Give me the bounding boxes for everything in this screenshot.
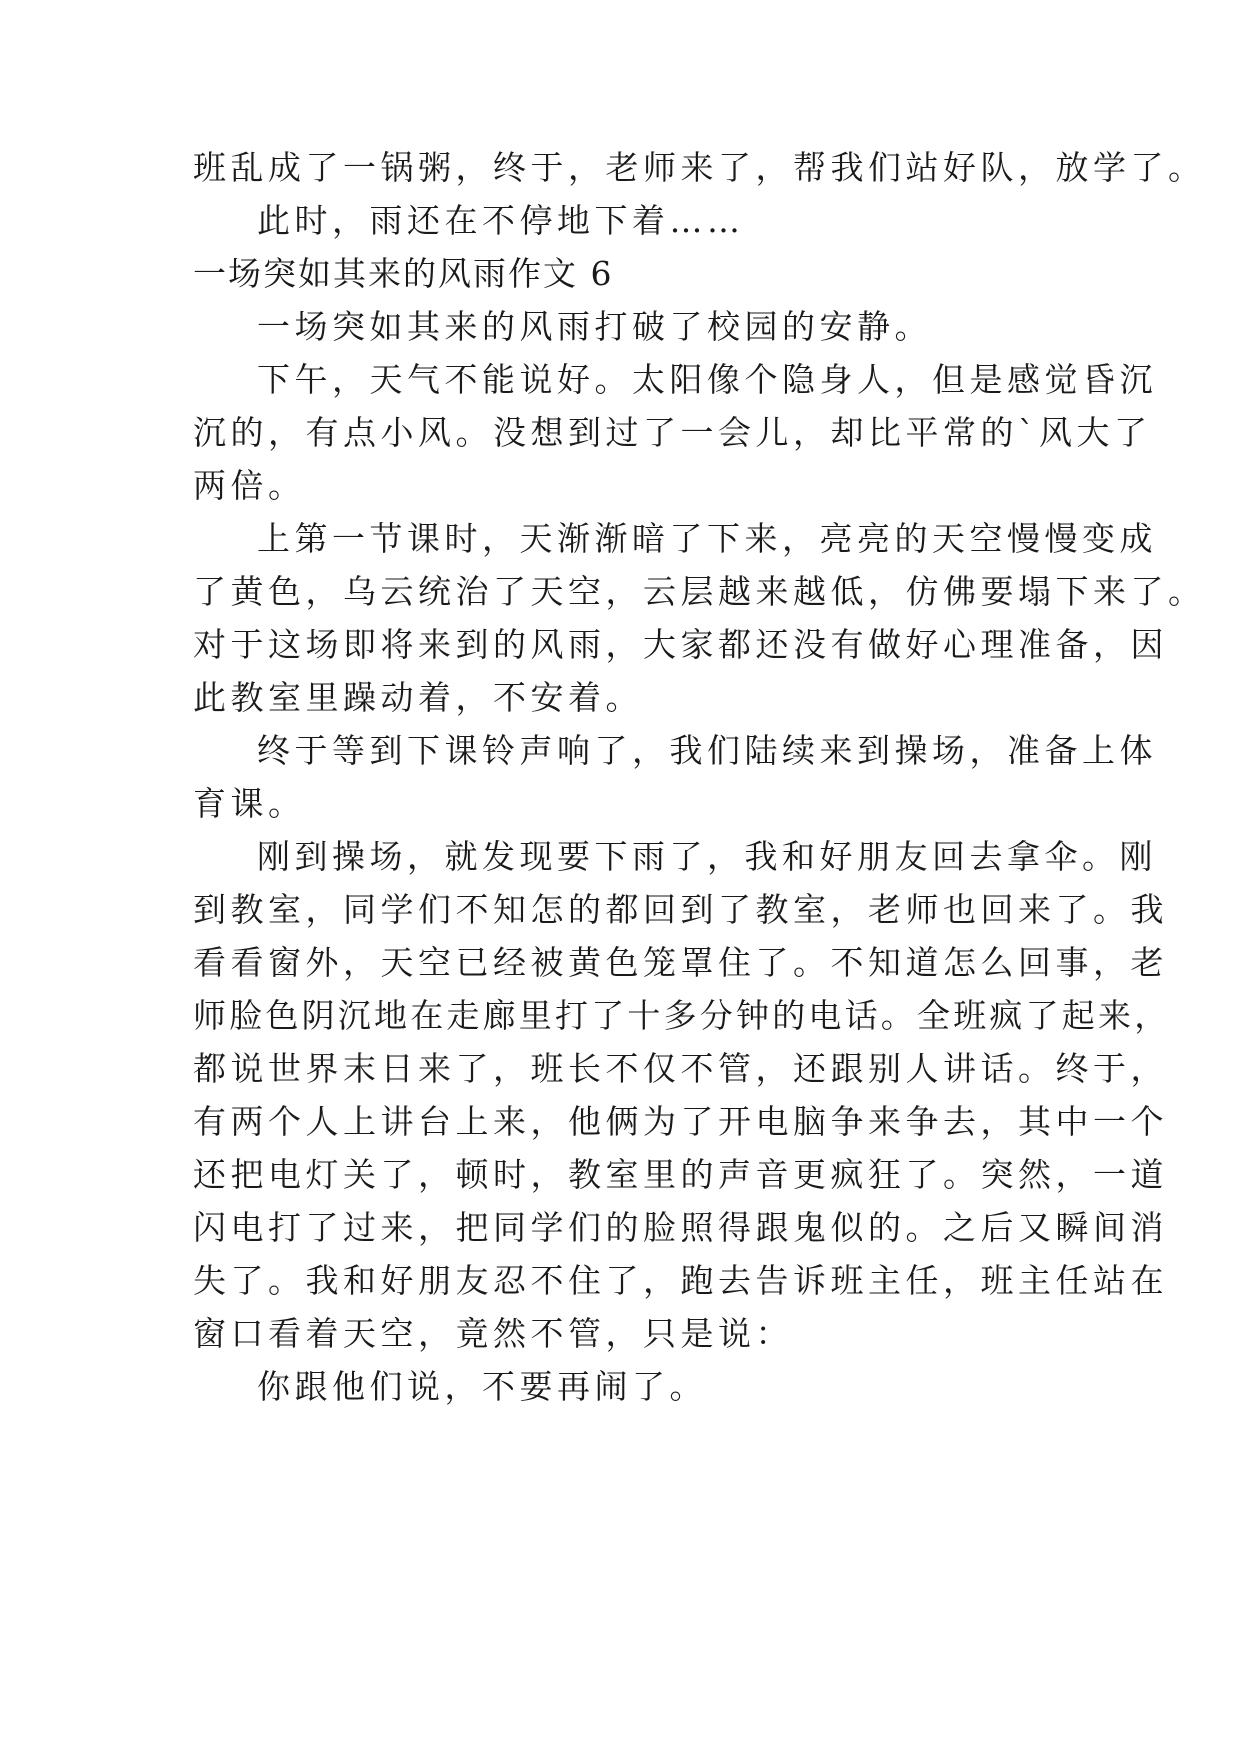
paragraph-line: 两倍。 bbox=[193, 466, 306, 505]
paragraph-line: 班乱成了一锅粥，终于，老师来了，帮我们站好队，放学了。 bbox=[193, 148, 1206, 187]
paragraph-line: 一场突如其来的风雨打破了校园的安静。 bbox=[257, 307, 932, 346]
paragraph-line: 到教室，同学们不知怎的都回到了教室，老师也回来了。我 bbox=[193, 890, 1168, 929]
paragraph-line: 闪电打了过来，把同学们的脸照得跟鬼似的。之后又瞬间消 bbox=[193, 1208, 1168, 1247]
paragraph-line: 终于等到下课铃声响了，我们陆续来到操场，准备上体 bbox=[257, 731, 1157, 770]
paragraph-line: 下午，天气不能说好。太阳像个隐身人，但是感觉昏沉 bbox=[257, 360, 1157, 399]
paragraph-line: 了黄色，乌云统治了天空，云层越来越低，仿佛要塌下来了。 bbox=[193, 572, 1206, 611]
paragraph-line: 有两个人上讲台上来，他俩为了开电脑争来争去，其中一个 bbox=[193, 1102, 1168, 1141]
paragraph-line: 刚到操场，就发现要下雨了，我和好朋友回去拿伞。刚 bbox=[257, 837, 1157, 876]
paragraph-line: 育课。 bbox=[193, 784, 306, 823]
paragraph-line: 你跟他们说，不要再闹了。 bbox=[257, 1367, 707, 1406]
paragraph-line: 此时，雨还在不停地下着…… bbox=[257, 201, 745, 240]
paragraph-line: 对于这场即将来到的风雨，大家都还没有做好心理准备，因 bbox=[193, 625, 1168, 664]
section-heading: 一场突如其来的风雨作文 6 bbox=[193, 254, 614, 293]
paragraph-line: 失了。我和好朋友忍不住了，跑去告诉班主任，班主任站在 bbox=[193, 1261, 1168, 1300]
paragraph-line: 此教室里躁动着，不安着。 bbox=[193, 678, 643, 717]
paragraph-line: 沉的，有点小风。没想到过了一会儿，却比平常的`风大了 bbox=[193, 413, 1152, 452]
paragraph-line: 师脸色阴沉地在走廊里打了十多分钟的电话。全班疯了起来， bbox=[193, 996, 1171, 1035]
paragraph-line: 窗口看着天空，竟然不管，只是说： bbox=[193, 1314, 793, 1353]
paragraph-line: 都说世界末日来了，班长不仅不管，还跟别人讲话。终于， bbox=[193, 1049, 1168, 1088]
paragraph-line: 还把电灯关了，顿时，教室里的声音更疯狂了。突然，一道 bbox=[193, 1155, 1168, 1194]
paragraph-line: 上第一节课时，天渐渐暗了下来，亮亮的天空慢慢变成 bbox=[257, 519, 1157, 558]
paragraph-line: 看看窗外，天空已经被黄色笼罩住了。不知道怎么回事，老 bbox=[193, 943, 1168, 982]
